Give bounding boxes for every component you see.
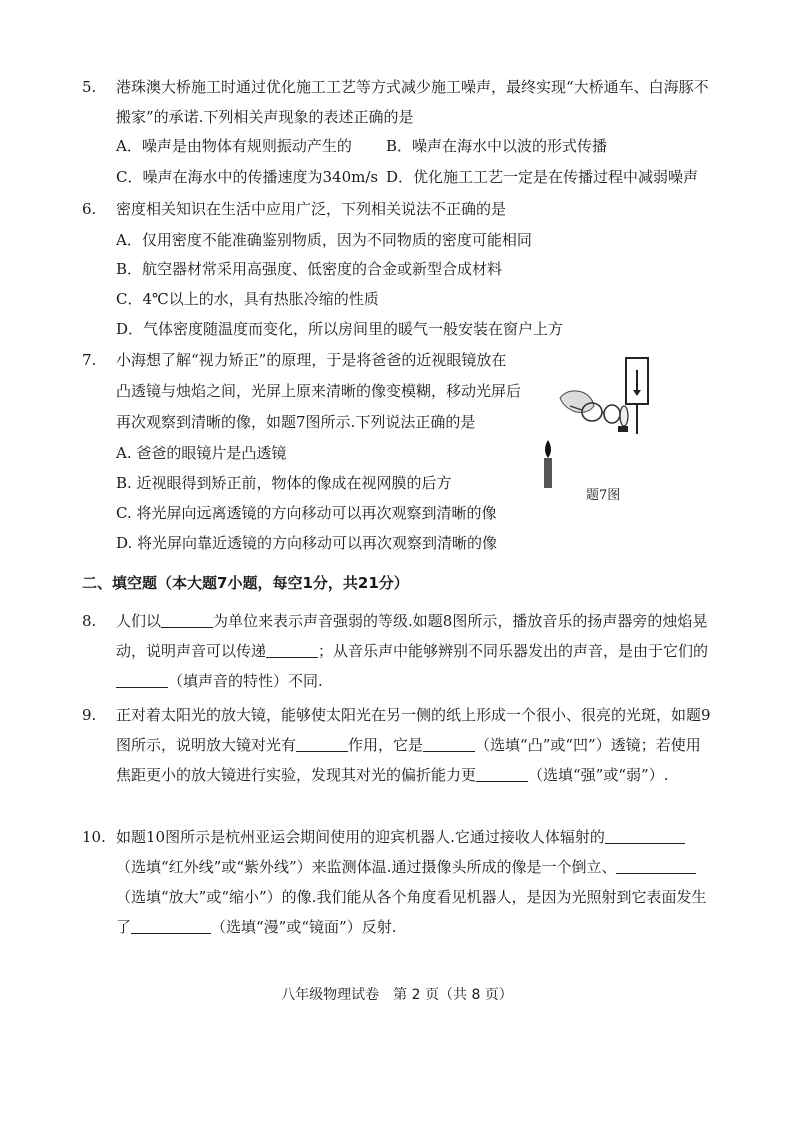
question-stem: 密度相关知识在生活中应用广泛，下列相关说法不正确的是 <box>116 200 507 218</box>
section-heading: 二、填空题（本大题7小题，每空1分，共21分） <box>82 574 409 592</box>
question-stem: 如题10图所示是杭州亚运会期间使用的迎宾机器人.它通过接收人体辐射的（选填“红外线”或“紫外线”）来监测体温.通过摄像头所成的像是一个倒立、（选填“放大”或“缩小”）的像.我们能从各个角度看见机器人，是因为光照射到它表面发生了 （选填“漫”或“镜面”）反射. <box>116 828 707 936</box>
answer-blank[interactable] <box>266 641 318 658</box>
question-stem: 正对着太阳光的放大镜，能够使太阳光在另一侧的纸上形成一个很小、很亮的光斑，如题9图所示，说明放大镜对光有 作用，它是 （选填“凸”或“凹”）透镜；若使用焦距更小的放大镜进行实验，发现其对光的偏折能力更 （选填“强”或“弱”）. <box>116 706 711 784</box>
question-5 <box>82 72 712 132</box>
question-8 <box>82 606 712 696</box>
question-number: 8. <box>82 612 97 630</box>
option-c: C. 将光屏向远离透镜的方向移动可以再次观察到清晰的像 <box>116 504 497 522</box>
answer-blank[interactable] <box>616 857 696 874</box>
question-number: 10. <box>82 828 106 846</box>
option-a: A．噪声是由物体有规则振动产生的 <box>116 137 352 155</box>
page-footer: 八年级物理试卷 第 2 页（共 8 页） <box>281 987 513 1003</box>
answer-blank[interactable] <box>116 671 168 688</box>
option-d: D．气体密度随温度而变化，所以房间里的暖气一般安装在窗户上方 <box>116 320 564 338</box>
figure-caption: 题7图 <box>586 488 621 503</box>
question-number: 6. <box>82 200 97 218</box>
question-stem: 人们以 为单位来表示声音强弱的等级.如题8图所示，播放音乐的扬声器旁的烛焰晃动，说明声音可以传递 ；从音乐声中能够辨别不同乐器发出的声音，是由于它们的（填声音的特性）不同. <box>116 612 709 690</box>
question-stem-line: 小海想了解“视力矫正”的原理，于是将爸爸的近视眼镜放在 <box>116 351 507 369</box>
option-c: C．噪声在海水中的传播速度为340m/s <box>116 168 379 186</box>
question-number: 5. <box>82 78 97 96</box>
question-stem-line: 再次观察到清晰的像，如题7图所示.下列说法正确的是 <box>116 413 476 431</box>
answer-blank[interactable] <box>423 735 475 752</box>
option-a: A. 爸爸的眼镜片是凸透镜 <box>116 444 287 462</box>
question-stem: 港珠澳大桥施工时通过优化施工工艺等方式减少施工噪声，最终实现“大桥通车、白海豚不搬家”的承诺.下列相关声现象的表述正确的是 <box>116 78 709 126</box>
question-6 <box>82 194 712 224</box>
option-b: B. 近视眼得到矫正前，物体的像成在视网膜的后方 <box>116 474 452 492</box>
option-c: C．4℃以上的水，具有热胀冷缩的性质 <box>116 290 379 308</box>
option-a: A．仅用密度不能准确鉴别物质，因为不同物质的密度可能相同 <box>116 231 532 249</box>
question-number: 7. <box>82 351 97 369</box>
answer-blank[interactable] <box>131 917 211 934</box>
question-9 <box>82 700 712 790</box>
question-10 <box>82 822 712 942</box>
lens-experiment-figure <box>530 350 680 490</box>
option-d: D．优化施工工艺一定是在传播过程中减弱噪声 <box>386 168 699 186</box>
question-number: 9. <box>82 706 97 724</box>
option-b: B．噪声在海水中以波的形式传播 <box>386 137 608 155</box>
option-d: D. 将光屏向靠近透镜的方向移动可以再次观察到清晰的像 <box>116 534 498 552</box>
question-stem-line: 凸透镜与烛焰之间，光屏上原来清晰的像变模糊，移动光屏后 <box>116 382 522 400</box>
answer-blank[interactable] <box>476 765 528 782</box>
answer-blank[interactable] <box>161 611 213 628</box>
option-b: B．航空器材常采用高强度、低密度的合金或新型合成材料 <box>116 260 503 278</box>
answer-blank[interactable] <box>296 735 348 752</box>
answer-blank[interactable] <box>605 827 685 844</box>
